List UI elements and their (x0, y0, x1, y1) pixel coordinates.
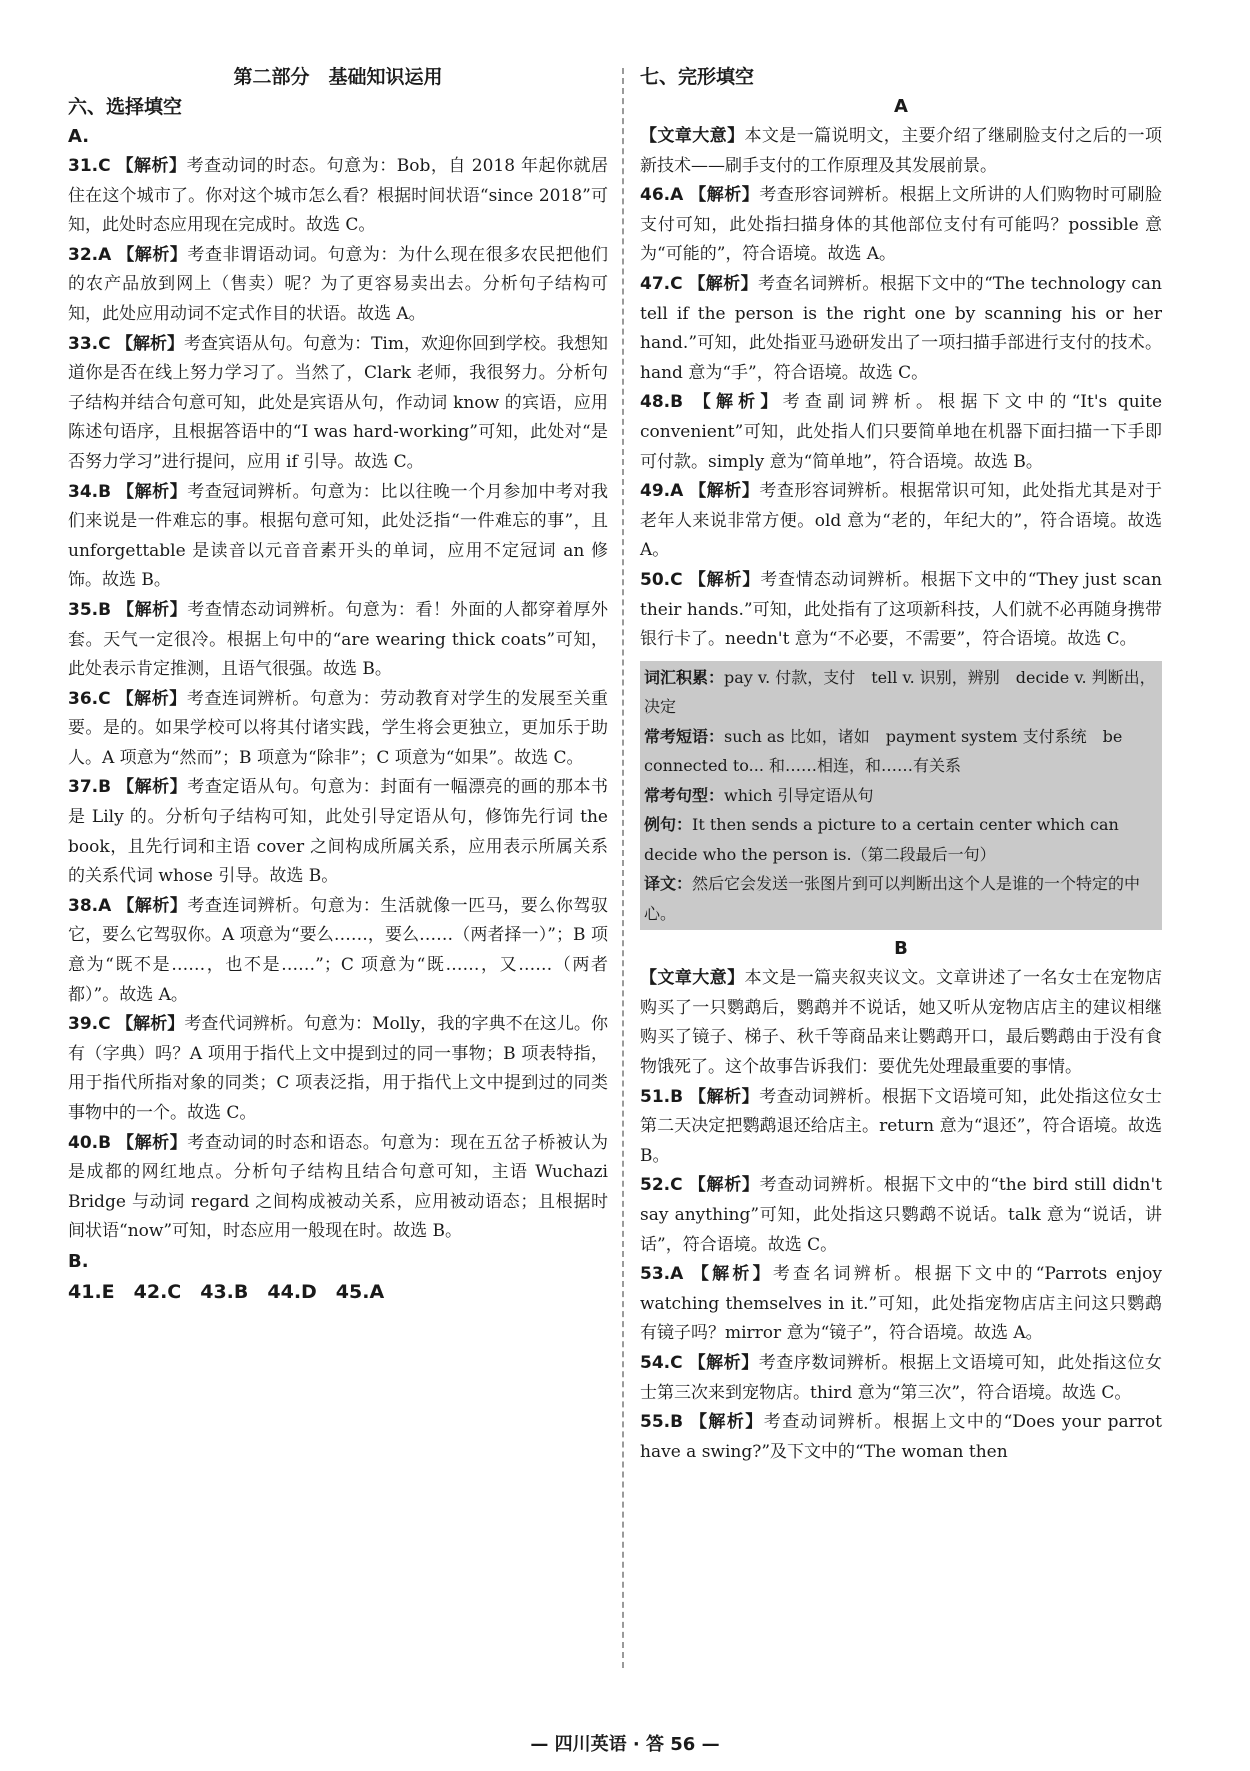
left-column (68, 62, 608, 1307)
left-items-list (68, 152, 608, 1247)
analysis-tag: 【解析】 (116, 1014, 185, 1035)
answer-item (640, 1083, 1162, 1172)
answer-number: 35.B (68, 599, 112, 620)
vocab-pattern-row (644, 781, 1158, 811)
answer-item (640, 181, 1162, 270)
analysis-tag: 【解析】 (689, 185, 760, 206)
vocab-pattern-text: which 引导定语从句 (724, 785, 874, 805)
answer-number: 49.A (640, 481, 684, 502)
answer-item (640, 477, 1162, 566)
analysis-text: 考查名词辨析。根据下文中的“Parrots enjoy watching themselves in it.”可知，此处指宠物店店主问这只鹦鹉有镜子吗？mirror 意为“镜子”，符合语境。故选 A。 (640, 1264, 1163, 1344)
analysis-text: 考查动词的时态。句意为：Bob，自 2018 年起你就居住在这个城市了。你对这个城市怎么看？根据时间状语“since 2018”可知，此处时态应用现在完成时。故选 C。 (68, 156, 609, 236)
vocab-example-label: 例句： (644, 815, 693, 835)
answer-number: 53.A (640, 1264, 684, 1285)
right-items-b-list (640, 1083, 1162, 1468)
answer-number: 36.C (68, 688, 111, 709)
analysis-tag: 【解析】 (689, 1086, 760, 1107)
analysis-tag: 【解析】 (117, 599, 188, 620)
analysis-tag: 【解析】 (117, 777, 188, 798)
analysis-tag: 【解析】 (688, 1175, 760, 1196)
right-column (640, 62, 1162, 1467)
answer-item (640, 566, 1162, 655)
analysis-tag: 【解析】 (688, 1352, 759, 1373)
answer-item (68, 685, 608, 774)
column-divider (622, 68, 624, 1668)
answer-item (640, 270, 1162, 388)
analysis-text: 考查形容词辨析。根据常识可知，此处指尤其是对于老年人来说非常方便。old 意为“老的，年纪大的”，符合语境。故选 A。 (640, 481, 1163, 561)
summary-a (640, 122, 1162, 181)
answer-item (68, 478, 608, 596)
answer-item (640, 1349, 1162, 1408)
answer-number: 39.C (68, 1014, 111, 1035)
vocabulary-box (640, 661, 1162, 931)
analysis-tag: 【解析】 (116, 688, 187, 709)
analysis-tag: 【解析】 (116, 333, 185, 354)
analysis-tag: 【解析】 (688, 273, 758, 294)
answer-item (68, 1010, 608, 1128)
summary-b-tag: 【文章大意】 (640, 968, 745, 989)
right-items-a-list (640, 181, 1162, 655)
answer-item (640, 1171, 1162, 1260)
answer-item (68, 773, 608, 891)
vocab-words-row (644, 663, 1158, 722)
analysis-text: 考查非谓语动词。句意为：为什么现在很多农民把他们的农产品放到网上（售卖）呢？为了更容易卖出去。分析句子结构可知，此处应用动词不定式作目的状语。故选 A。 (68, 244, 608, 324)
answer-number: 40.B (68, 1132, 112, 1153)
answer-item (68, 1129, 608, 1247)
subsection-b-label: B. (68, 1250, 89, 1272)
vocab-pattern-label: 常考句型： (644, 785, 725, 805)
analysis-tag: 【解析】 (117, 481, 188, 502)
analysis-text: 考查名词辨析。根据下文中的“The technology can tell if the person is the right one by scanning his or her hand.”可知，此处指亚马逊研发出了一项扫描手部进行支付的技术。hand 意为“手”，符合语境。故选 C。 (640, 273, 1163, 383)
analysis-tag: 【解析】 (688, 569, 761, 590)
answer-number: 52.C (640, 1175, 683, 1196)
vocab-translation-row (644, 869, 1158, 928)
analysis-text: 考查定语从句。句意为：封面有一幅漂亮的画的那本书是 Lily 的。分析句子结构可知，此处引导定语从句，修饰先行词 the book，且先行词和主语 cover 之间构成所属关系，应用表示所属关系的关系代词 whose 引导。故选 B。 (68, 777, 609, 887)
vocab-phrases-label: 常考短语： (644, 726, 725, 746)
answer-number: 33.C (68, 333, 111, 354)
answer-number: 46.A (640, 185, 684, 206)
answer-number: 55.B (640, 1412, 684, 1433)
page-footer: — 四川英语 · 答 56 — (530, 1734, 720, 1755)
analysis-tag: 【解析】 (693, 392, 783, 413)
analysis-tag: 【解析】 (689, 1412, 764, 1433)
analysis-text: 考查动词的时态和语态。句意为：现在五岔子桥被认为是成都的网红地点。分析句子结构且结合句意可知，主语 Wuchazi Bridge 与动词 regard 之间构成被动关系，应用被动语态；且根据时间状语“now”可知，时态应用一般现在时。故选 B。 (68, 1132, 609, 1242)
analysis-text: 考查连词辨析。句意为：生活就像一匹马，要么你驾驭它，要么它驾驭你。A 项意为“要么……，要么……（两者择一）”；B 项意为“既不是……，也不是……”；C 项意为“既……，又……（两者都）”。故选 A。 (68, 895, 608, 1005)
analysis-text: 考查动词辨析。根据上文中的“Does your parrot have a swing?”及下文中的“The woman then (640, 1412, 1162, 1462)
analysis-text: 考查情态动词辨析。句意为：看！外面的人都穿着厚外套。天气一定很冷。根据上句中的“are wearing thick coats”可知，此处表示肯定推测，且语气很强。故选 B。 (68, 599, 609, 680)
answer-item (640, 1260, 1162, 1349)
analysis-text: 考查副词辨析。根据下文中的“It's quite convenient”可知，此处指人们只要简单地在机器下面扫描一下手即可付款。simply 意为“简单地”，符合语境。故选 B。 (640, 392, 1163, 472)
answer-number: 32.A (68, 244, 112, 265)
summary-a-text: 本文是一篇说明文，主要介绍了继刷脸支付之后的一项新技术——刷手支付的工作原理及其发展前景。 (640, 126, 1163, 176)
answer-number: 34.B (68, 481, 112, 502)
section-title-cloze: 七、完形填空 (640, 66, 755, 88)
answers-41-45: 41.E 42.C 43.B 44.D 45.A (68, 1280, 385, 1303)
analysis-tag: 【解析】 (117, 895, 188, 916)
vocab-phrases-row (644, 722, 1158, 781)
analysis-text: 考查形容词辨析。根据上文所讲的人们购物时可刷脸支付可知，此处指扫描身体的其他部位支付有可能吗？possible 意为“可能的”，符合语境。故选 A。 (640, 185, 1163, 265)
vocab-translation-label: 译文： (644, 874, 693, 894)
answer-number: 48.B (640, 392, 684, 413)
analysis-tag: 【解析】 (116, 156, 187, 176)
answer-number: 38.A (68, 895, 112, 916)
answer-item (68, 152, 608, 241)
answer-number: 50.C (640, 569, 683, 590)
analysis-text: 考查冠词辨析。句意为：比以往晚一个月参加中考对我们来说是一件难忘的事。根据句意可知，此处泛指“一件难忘的事”，且 unforgettable 是读音以元音音素开头的单词，应用不定冠词 an 修饰。故选 B。 (68, 481, 609, 591)
answer-item (68, 241, 608, 330)
analysis-text: 考查情态动词辨析。根据下文中的“They just scan their hands.”可知，此处指有了这项新科技，人们就不必再随身携带银行卡了。needn't 意为“不必要，不需要”，符合语境。故选 C。 (640, 569, 1163, 650)
analysis-tag: 【解析】 (117, 1132, 188, 1153)
answer-number: 47.C (640, 273, 683, 294)
summary-b (640, 964, 1162, 1082)
analysis-text: 考查宾语从句。句意为：Tim，欢迎你回到学校。我想知道你是否在线上努力学习了。当然了，Clark 老师，我很努力。分析句子结构并结合句意可知，此处是宾语从句，作动词 know 的宾语，应用陈述句语序，且根据答语中的“I was hard-working”可知，此处对“是否努力学习”进行提问，应用 if 引导。故选 C。 (68, 333, 609, 472)
analysis-tag: 【解析】 (691, 1264, 773, 1285)
summary-b-text: 本文是一篇夹叙夹议文。文章讲述了一名女士在宠物店购买了一只鹦鹉后，鹦鹉并不说话，她又听从宠物店店主的建议相继购买了镜子、梯子、秋千等商品来让鹦鹉开口，最后鹦鹉由于没有食物饿死了。这个故事告诉我们：要优先处理最重要的事情。 (640, 968, 1163, 1077)
analysis-text: 考查序数词辨析。根据上文语境可知，此处指这位女士第三次来到宠物店。third 意为“第三次”，符合语境。故选 C。 (640, 1352, 1163, 1403)
answer-number: 54.C (640, 1352, 683, 1373)
analysis-tag: 【解析】 (117, 244, 188, 265)
answer-number: 31.C (68, 156, 111, 176)
passage-a-label: A (894, 96, 908, 117)
answer-item (640, 388, 1162, 477)
vocab-words-label: 词汇积累： (644, 667, 725, 687)
part-title: 第二部分 基础知识运用 (233, 66, 443, 88)
analysis-tag: 【解析】 (689, 481, 760, 502)
answer-item (68, 596, 608, 685)
answer-item (640, 1408, 1162, 1467)
analysis-text: 考查动词辨析。根据下文语境可知，此处指这位女士第二天决定把鹦鹉退还给店主。return 意为“退还”，符合语境。故选 B。 (640, 1086, 1163, 1166)
analysis-text: 考查连词辨析。句意为：劳动教育对学生的发展至关重要。是的。如果学校可以将其付诸实践，学生将会更独立，更加乐于助人。A 项意为“然而”；B 项意为“除非”；C 项意为“如果”。故选 C。 (68, 688, 609, 768)
vocab-translation-text: 然后它会发送一张图片到可以判断出这个人是谁的一个特定的中心。 (644, 874, 1141, 923)
vocab-example-row (644, 810, 1158, 869)
analysis-text: 考查动词辨析。根据下文中的“the bird still didn't say anything”可知，此处指这只鹦鹉不说话。talk 意为“说话，讲话”，符合语境。故选 C。 (640, 1175, 1163, 1255)
answer-item (68, 892, 608, 1010)
answer-number: 37.B (68, 777, 112, 798)
vocab-phrases-text: such as 比如，诸如 payment system 支付系统 be connected to... 和……相连，和……有关系 (644, 726, 1123, 776)
answer-item (68, 330, 608, 478)
subsection-a-label: A. (68, 126, 90, 147)
summary-a-tag: 【文章大意】 (640, 126, 745, 146)
answer-number: 51.B (640, 1086, 684, 1107)
section-title-choice: 六、选择填空 (68, 96, 183, 118)
passage-b-label: B (894, 938, 908, 960)
vocab-words-text: pay v. 付款，支付 tell v. 识别，辨别 decide v. 判断出，决定 (644, 667, 1156, 717)
analysis-text: 考查代词辨析。句意为：Molly，我的字典不在这儿。你有（字典）吗？A 项用于指代上文中提到过的同一事物；B 项表特指，用于指代所指对象的同类；C 项表泛指，用于指代上文中提到过的同类事物中的一个。故选 C。 (68, 1014, 609, 1123)
vocab-example-text: It then sends a picture to a certain center which can decide who the person is.（第二段最后一句） (644, 815, 1119, 864)
